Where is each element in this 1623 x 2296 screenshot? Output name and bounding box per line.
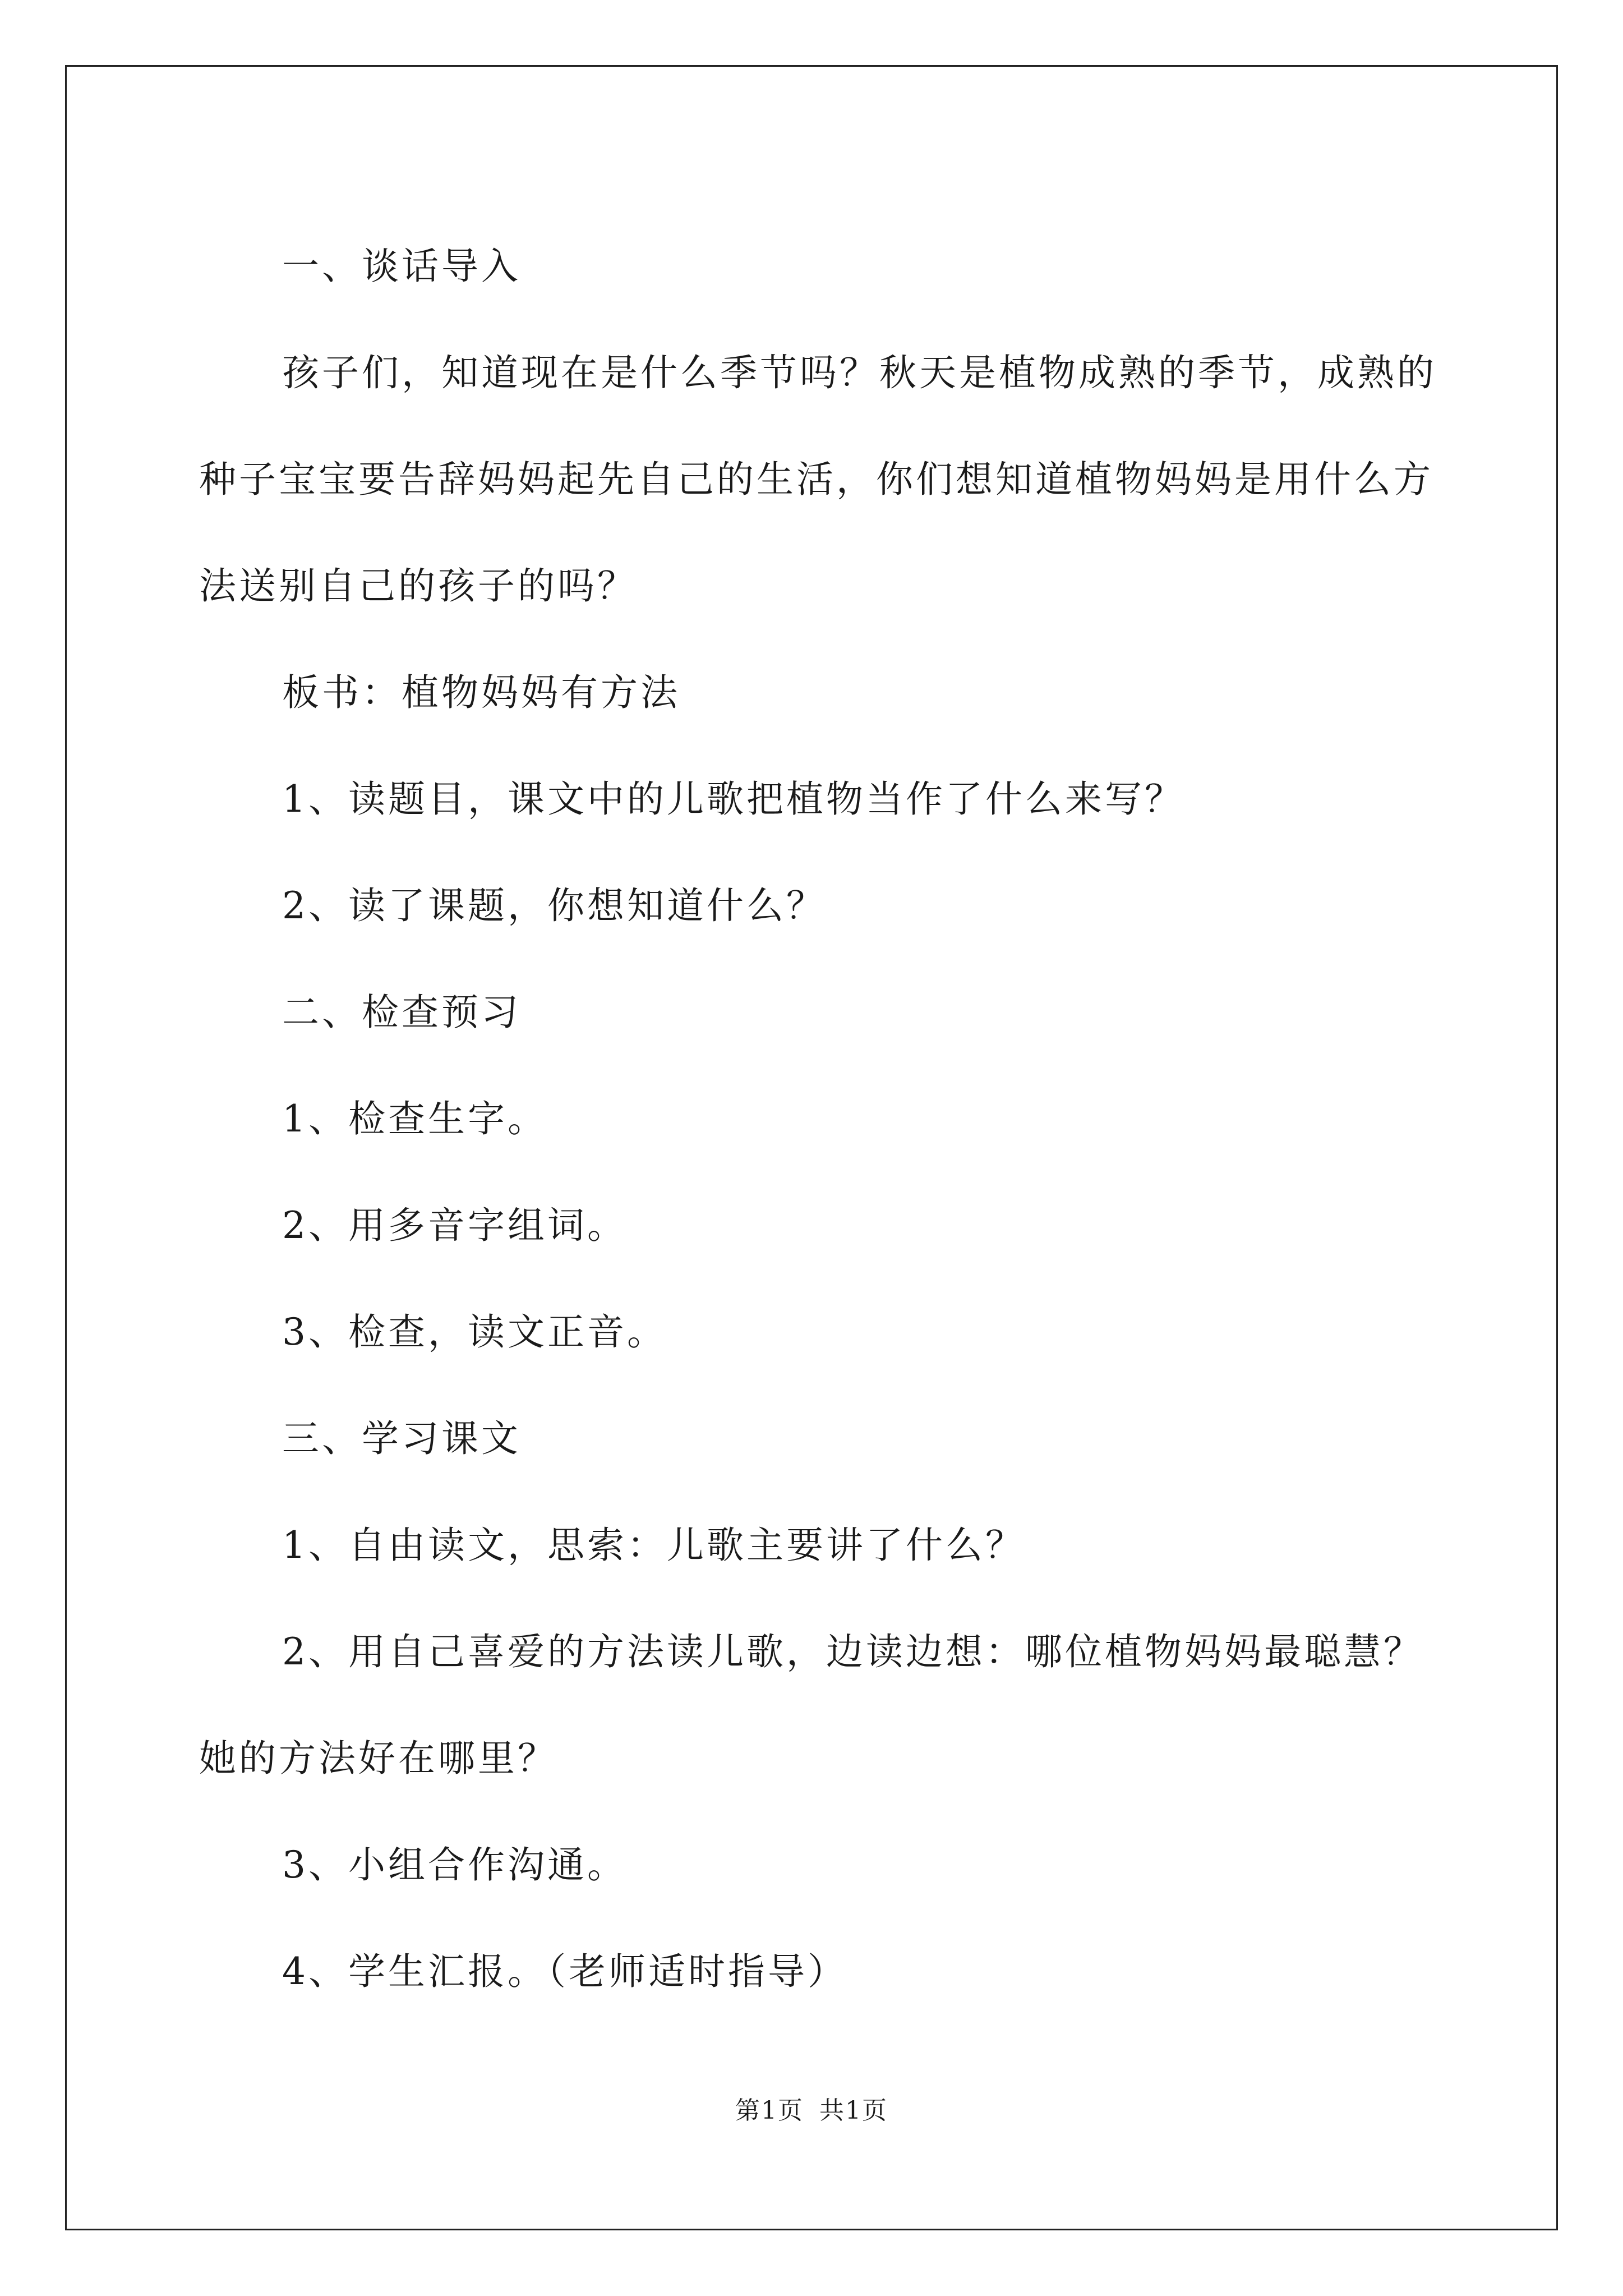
- heading-check-preview: 二、检查预习: [282, 991, 521, 1034]
- list-item-check-characters: 1、检查生字。: [282, 1097, 547, 1140]
- list-item-after-title: 2、读了课题，你想知道什么？: [282, 884, 826, 927]
- list-item-polyphonic: 2、用多音字组词。: [282, 1204, 627, 1247]
- list-item-read-title: 1、读题目，课文中的儿歌把植物当作了什么来写？: [282, 777, 1184, 821]
- document-body: [199, 213, 1455, 2025]
- list-item-report: 4、学生汇报。（老师适时指导）: [282, 1950, 847, 1993]
- list-item-free-read: 1、自由读文，思索：儿歌主要讲了什么？: [282, 1524, 1025, 1567]
- list-item-pronunciation: 3、检查，读文正音。: [282, 1310, 667, 1354]
- list-item-favorite-method: 2、用自己喜爱的方法读儿歌，边读边想：哪位植物妈妈最聪慧？她的方法好在哪里？: [199, 1630, 1423, 1780]
- paragraph-intro: 孩子们，知道现在是什么季节吗？秋天是植物成熟的季节，成熟的种子宝宝要告辞妈妈起先自己的生活，你们想知道植物妈妈是用什么方法送别自己的孩子的吗？: [199, 351, 1437, 608]
- list-item-group-work: 3、小组合作沟通。: [282, 1843, 627, 1887]
- page-number-total: 共1页: [819, 2096, 888, 2125]
- heading-study-text: 三、学习课文: [282, 1417, 521, 1460]
- heading-talk-intro: 一、谈话导入: [282, 245, 521, 288]
- page-footer: [0, 2090, 1623, 2126]
- paragraph-blackboard: 板书：植物妈妈有方法: [282, 671, 680, 714]
- page-number-current: 第1页: [735, 2096, 804, 2125]
